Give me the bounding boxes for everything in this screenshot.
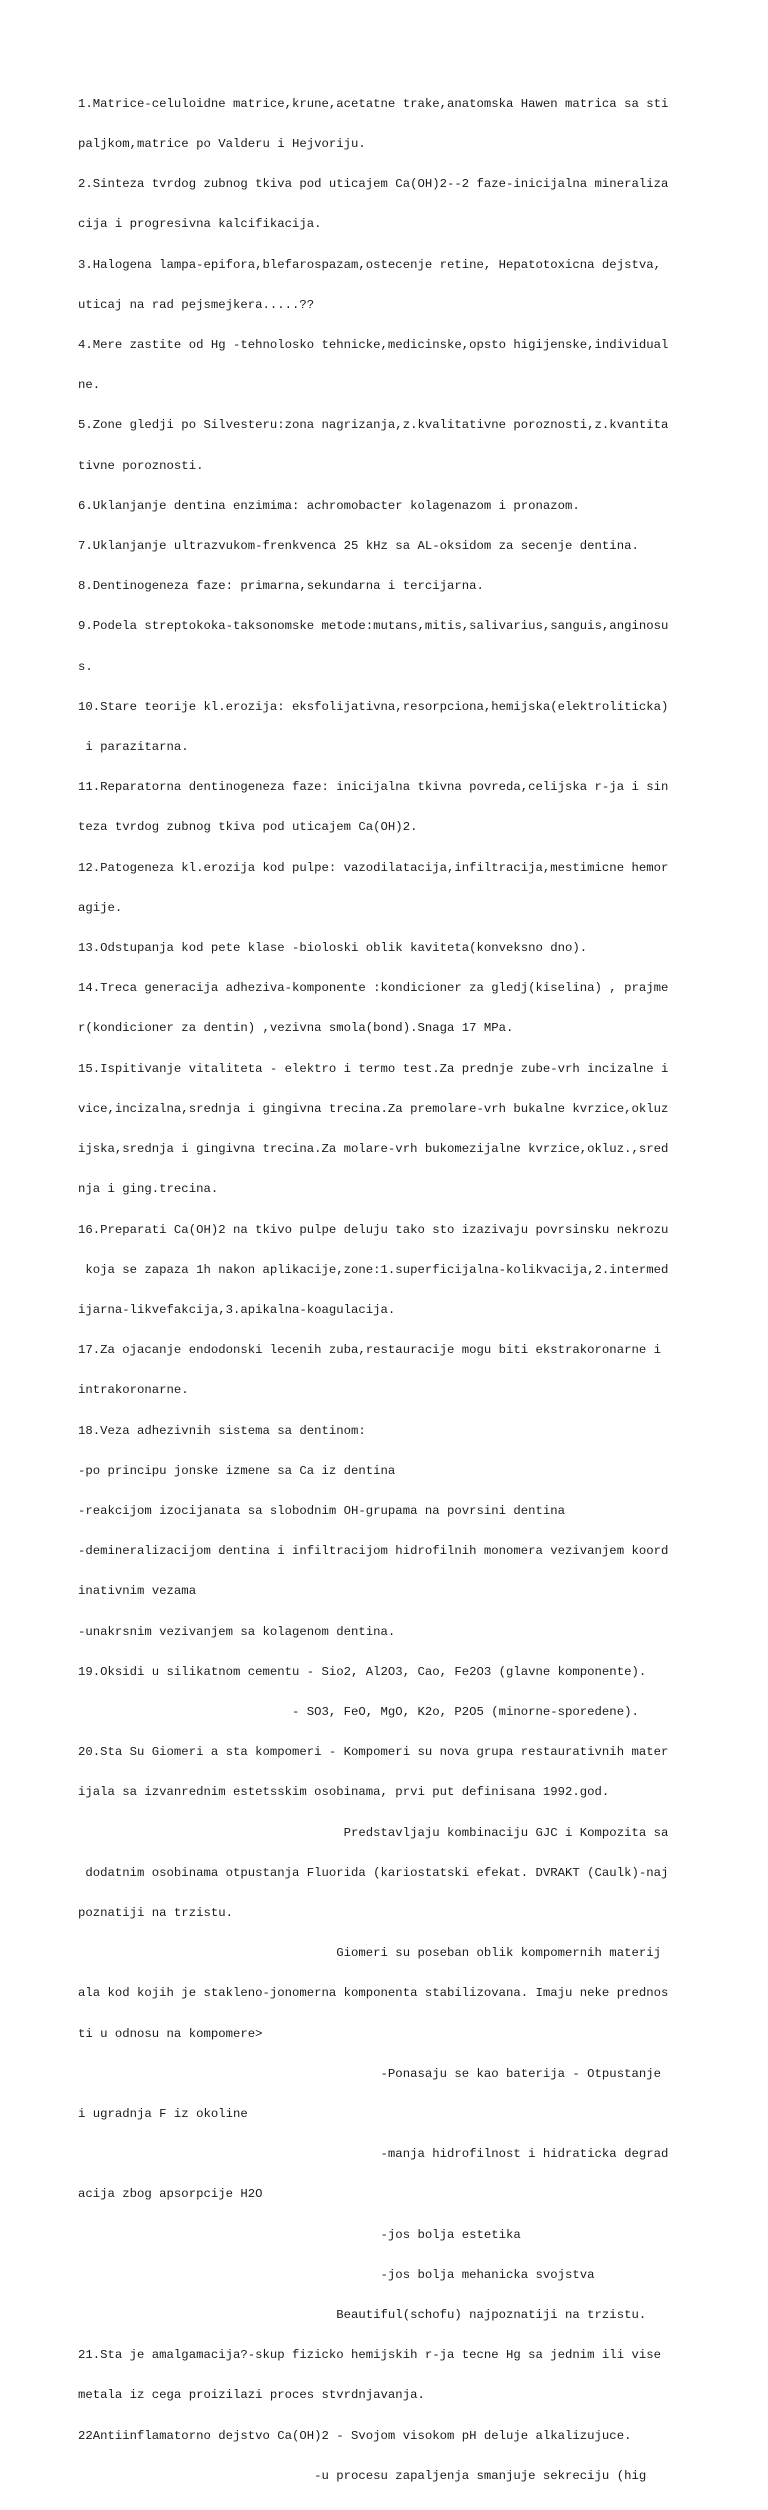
- text-line: 14.Treca generacija adheziva-komponente :kondicioner za gledj(kiselina) , prajme: [78, 981, 669, 996]
- text-line: intrakoronarne.: [78, 1383, 189, 1398]
- text-line: vice,incizalna,srednja i gingivna trecina.Za premolare-vrh bukalne kvrzice,okluz: [78, 1101, 669, 1116]
- text-line: s.: [78, 659, 93, 674]
- text-line: 5.Zone gledji po Silvesteru:zona nagrizanja,z.kvalitativne poroznosti,z.kvantita: [78, 418, 669, 433]
- text-line: agije.: [78, 900, 123, 915]
- text-line: Giomeri su poseban oblik kompomernih materij: [78, 1946, 661, 1961]
- text-line: 10.Stare teorije kl.erozija: eksfolijativna,resorpciona,hemijska(elektroliticka): [78, 699, 669, 714]
- text-line: 17.Za ojacanje endodonski lecenih zuba,restauracije mogu biti ekstrakoronarne i: [78, 1343, 661, 1358]
- text-line: -po principu jonske izmene sa Ca iz dentina: [78, 1463, 396, 1478]
- text-line: 7.Uklanjanje ultrazvukom-frenkvenca 25 kHz sa AL-oksidom za secenje dentina.: [78, 539, 639, 554]
- text-line: metala iz cega proizilazi proces stvrdnjavanja.: [78, 2388, 425, 2403]
- text-line: 6.Uklanjanje dentina enzimima: achromobacter kolagenazom i pronazom.: [78, 498, 580, 513]
- text-line: -unakrsnim vezivanjem sa kolagenom dentina.: [78, 1624, 396, 1639]
- text-line: cija i progresivna kalcifikacija.: [78, 217, 322, 232]
- text-line: ijska,srednja i gingivna trecina.Za molare-vrh bukomezijalne kvrzice,okluz.,sred: [78, 1142, 669, 1157]
- text-line: i parazitarna.: [78, 740, 189, 755]
- text-line: i ugradnja F iz okoline: [78, 2106, 248, 2121]
- text-line: nja i ging.trecina.: [78, 1182, 219, 1197]
- text-line: -Ponasaju se kao baterija - Otpustanje: [78, 2066, 661, 2081]
- text-line: 16.Preparati Ca(OH)2 na tkivo pulpe deluju tako sto izazivaju povrsinsku nekrozu: [78, 1222, 669, 1237]
- text-line: 18.Veza adhezivnih sistema sa dentinom:: [78, 1423, 366, 1438]
- text-line: koja se zapaza 1h nakon aplikacije,zone:1.superficijalna-kolikvacija,2.intermed: [78, 1262, 669, 1277]
- text-line: -manja hidrofilnost i hidraticka degrad: [78, 2147, 669, 2162]
- text-line: 11.Reparatorna dentinogeneza faze: inicijalna tkivna povreda,celijska r-ja i sin: [78, 780, 669, 795]
- text-line: uticaj na rad pejsmejkera.....??: [78, 297, 315, 312]
- text-line: 3.Halogena lampa-epifora,blefarospazam,ostecenje retine, Hepatotoxicna dejstva,: [78, 257, 661, 272]
- text-line: -demineralizacijom dentina i infiltracijom hidrofilnih monomera vezivanjem koord: [78, 1544, 669, 1559]
- text-line: ijala sa izvanrednim estetsskim osobinama, prvi put definisana 1992.god.: [78, 1785, 610, 1800]
- text-line: - SO3, FeO, MgO, K2o, P2O5 (minorne-sporedene).: [78, 1704, 639, 1719]
- text-line: 2.Sinteza tvrdog zubnog tkiva pod uticajem Ca(OH)2--2 faze-inicijalna mineraliza: [78, 177, 669, 192]
- text-line: 13.Odstupanja kod pete klase -bioloski oblik kaviteta(konveksno dno).: [78, 941, 588, 956]
- text-line: poznatiji na trzistu.: [78, 1905, 233, 1920]
- text-line: Predstavljaju kombinaciju GJC i Kompozita sa: [78, 1825, 669, 1840]
- text-line: -reakcijom izocijanata sa slobodnim OH-grupama na povrsini dentina: [78, 1503, 566, 1518]
- text-line: teza tvrdog zubnog tkiva pod uticajem Ca(OH)2.: [78, 820, 418, 835]
- text-line: 22Antiinflamatorno dejstvo Ca(OH)2 - Svojom visokom pH deluje alkalizujuce.: [78, 2428, 632, 2443]
- text-line: 15.Ispitivanje vitaliteta - elektro i termo test.Za prednje zube-vrh incizalne i: [78, 1061, 669, 1076]
- text-line: ala kod kojih je stakleno-jonomerna komponenta stabilizovana. Imaju neke prednos: [78, 1986, 669, 2001]
- text-line: 21.Sta je amalgamacija?-skup fizicko hemijskih r-ja tecne Hg sa jednim ili vise: [78, 2348, 661, 2363]
- text-line: 12.Patogeneza kl.erozija kod pulpe: vazodilatacija,infiltracija,mestimicne hemor: [78, 860, 669, 875]
- text-line: 1.Matrice-celuloidne matrice,krune,acetatne trake,anatomska Hawen matrica sa sti: [78, 96, 669, 111]
- text-line: r(kondicioner za dentin) ,vezivna smola(bond).Snaga 17 MPa.: [78, 1021, 514, 1036]
- text-line: ijarna-likvefakcija,3.apikalna-koagulacija.: [78, 1302, 396, 1317]
- text-line: -jos bolja estetika: [78, 2227, 521, 2242]
- text-line: 9.Podela streptokoka-taksonomske metode:mutans,mitis,salivarius,sanguis,anginosu: [78, 619, 669, 634]
- text-line: dodatnim osobinama otpustanja Fluorida (kariostatski efekat. DVRAKT (Caulk)-naj: [78, 1865, 669, 1880]
- text-line: Beautiful(schofu) najpoznatiji na trzistu.: [78, 2307, 647, 2322]
- text-line: 8.Dentinogeneza faze: primarna,sekundarna i tercijarna.: [78, 579, 484, 594]
- text-line: ti u odnosu na kompomere>: [78, 2026, 263, 2041]
- text-line: ne.: [78, 378, 101, 393]
- text-line: 20.Sta Su Giomeri a sta kompomeri - Kompomeri su nova grupa restaurativnih mater: [78, 1745, 669, 1760]
- text-line: -u procesu zapaljenja smanjuje sekreciju (hig: [78, 2468, 647, 2483]
- text-line: acija zbog apsorpcije H2O: [78, 2187, 263, 2202]
- text-line: inativnim vezama: [78, 1584, 197, 1599]
- text-line: 4.Mere zastite od Hg -tehnolosko tehnicke,medicinske,opsto higijenske,individual: [78, 338, 669, 353]
- document-text: [78, 71, 698, 2510]
- text-line: 19.Oksidi u silikatnom cementu - Sio2, Al2O3, Cao, Fe2O3 (glavne komponente).: [78, 1664, 647, 1679]
- text-line: paljkom,matrice po Valderu i Hejvoriju.: [78, 137, 366, 152]
- text-line: -jos bolja mehanicka svojstva: [78, 2267, 595, 2282]
- text-line: tivne poroznosti.: [78, 458, 204, 473]
